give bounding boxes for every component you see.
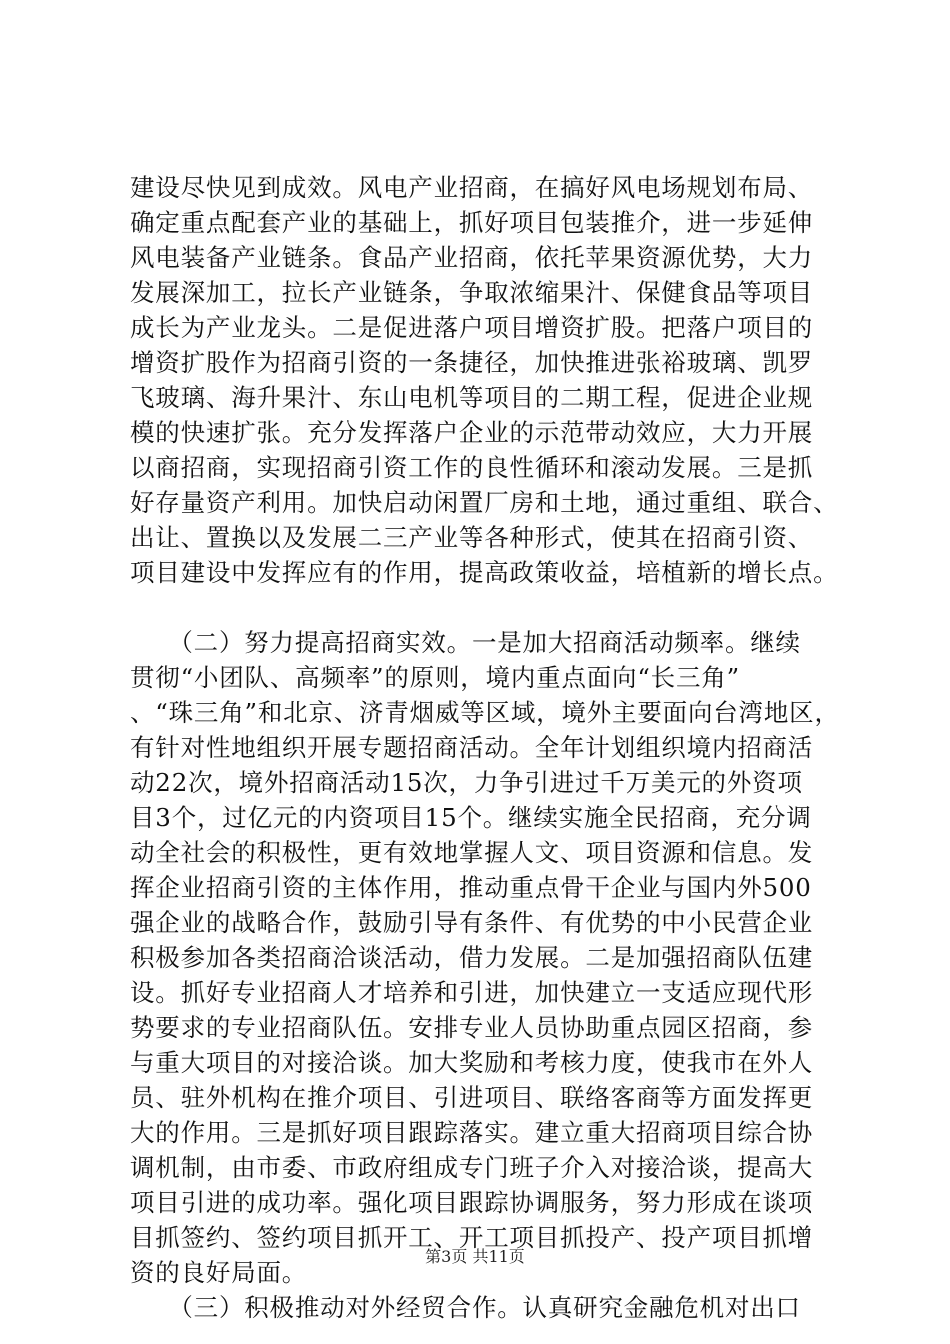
paragraph-2 [130, 625, 860, 1290]
document-body [130, 170, 860, 1325]
text-line: 项目引进的成功率。强化项目跟踪协调服务，努力形成在谈项 [130, 1188, 814, 1217]
text-line: 发展深加工，拉长产业链条，争取浓缩果汁、保健食品等项目 [130, 278, 814, 307]
text-line: 有针对性地组织开展专题招商活动。全年计划组织境内招商活 [130, 733, 814, 762]
text-line: 动全社会的积极性，更有效地掌握人文、项目资源和信息。发 [130, 838, 814, 867]
text-line: （三）积极推动对外经贸合作。认真研究金融危机对出口 [130, 1293, 801, 1322]
text-line: 挥企业招商引资的主体作用，推动重点骨干企业与国内外500 [130, 873, 812, 902]
text-line: 资的良好局面。 [130, 1258, 308, 1287]
text-line: 出让、置换以及发展二三产业等各种形式，使其在招商引资、 [130, 523, 814, 552]
text-line: 强企业的战略合作，鼓励引导有条件、有优势的中小民营企业 [130, 908, 814, 937]
text-line: 贯彻“小团队、高频率”的原则，境内重点面向“长三角” [130, 663, 740, 692]
text-line: 势要求的专业招商队伍。安排专业人员协助重点园区招商，参 [130, 1013, 814, 1042]
paragraph-1 [130, 170, 860, 590]
text-line: 增资扩股作为招商引资的一条捷径，加快推进张裕玻璃、凯罗 [130, 348, 814, 377]
text-line: 设。抓好专业招商人才培养和引进，加快建立一支适应现代形 [130, 978, 814, 1007]
text-line: 大的作用。三是抓好项目跟踪落实。建立重大招商项目综合协 [130, 1118, 814, 1147]
text-line: 风电装备产业链条。食品产业招商，依托苹果资源优势，大力 [130, 243, 814, 272]
text-line: 模的快速扩张。充分发挥落户企业的示范带动效应，大力开展 [130, 418, 814, 447]
page-footer [0, 1247, 950, 1267]
text-line: 员、驻外机构在推介项目、引进项目、联络客商等方面发挥更 [130, 1083, 814, 1112]
text-line: 项目建设中发挥应有的作用，提高政策收益，培植新的增长点。 [130, 558, 839, 587]
paragraph-3 [130, 1290, 860, 1325]
text-line: 与重大项目的对接洽谈。加大奖励和考核力度，使我市在外人 [130, 1048, 814, 1077]
text-line: （二）努力提高招商实效。一是加大招商活动频率。继续 [130, 628, 801, 657]
text-line: 动22次，境外招商活动15次，力争引进过千万美元的外资项 [130, 768, 803, 797]
text-line: 积极参加各类招商洽谈活动，借力发展。二是加强招商队伍建 [130, 943, 814, 972]
text-line: 建设尽快见到成效。风电产业招商，在搞好风电场规划布局、 [130, 173, 814, 202]
page-number-label: 第3页 共11页 [425, 1247, 525, 1266]
text-line: 成长为产业龙头。二是促进落户项目增资扩股。把落户项目的 [130, 313, 814, 342]
text-line: 目3个，过亿元的内资项目15个。继续实施全民招商，充分调 [130, 803, 812, 832]
text-line: 飞玻璃、海升果汁、东山电机等项目的二期工程，促进企业规 [130, 383, 814, 412]
text-line: 、“珠三角”和北京、济青烟威等区域，境外主要面向台湾地区， [130, 698, 840, 727]
text-line: 以商招商，实现招商引资工作的良性循环和滚动发展。三是抓 [130, 453, 814, 482]
paragraph-spacer [130, 590, 860, 625]
text-line: 目抓签约、签约项目抓开工、开工项目抓投产、投产项目抓增 [130, 1223, 814, 1252]
text-line: 确定重点配套产业的基础上，抓好项目包装推介，进一步延伸 [130, 208, 814, 237]
text-line: 调机制，由市委、市政府组成专门班子介入对接洽谈，提高大 [130, 1153, 814, 1182]
text-line: 好存量资产利用。加快启动闲置厂房和土地，通过重组、联合、 [130, 488, 839, 517]
